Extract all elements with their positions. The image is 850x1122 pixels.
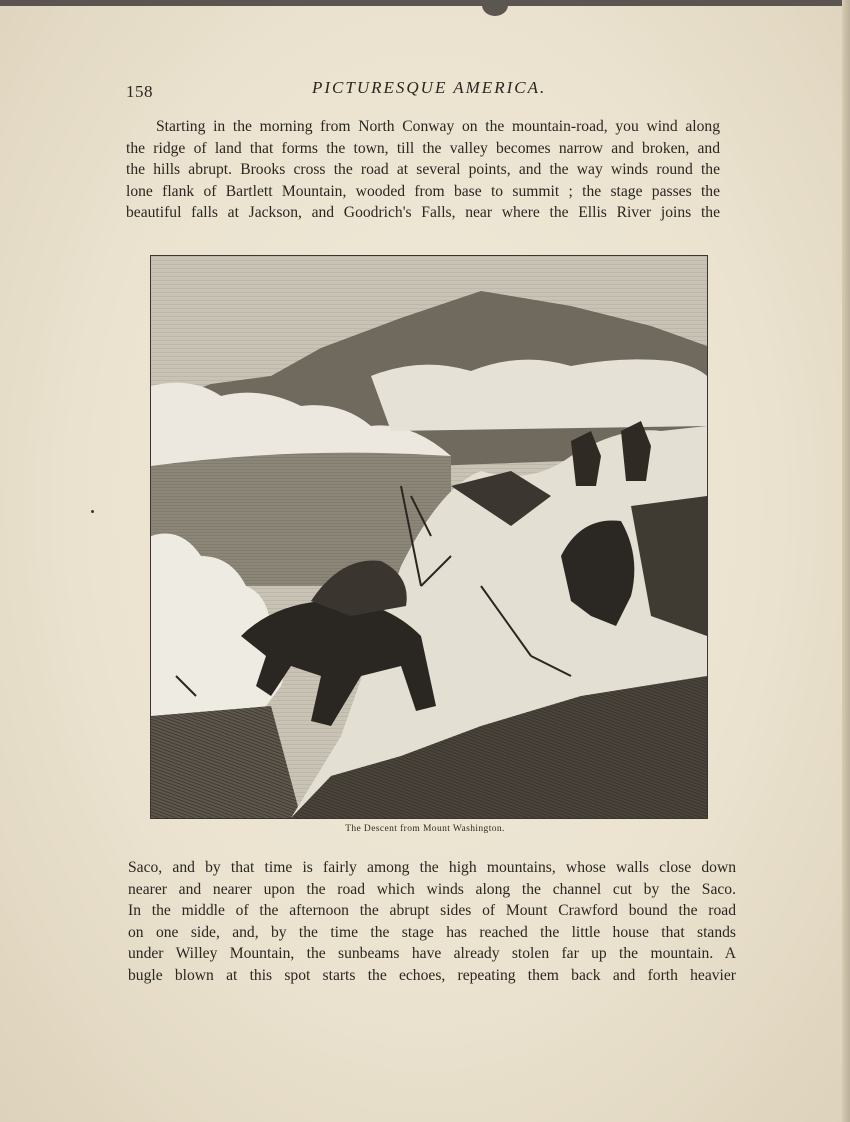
text-line: bugle blown at this spot starts the echoes, repeating them back and forth heavier xyxy=(128,966,736,984)
page-top-edge xyxy=(0,0,850,6)
text-line: the hills abrupt. Brooks cross the road at several points, and the way winds round the xyxy=(126,161,720,178)
text-line: In the middle of the afternoon the abrupt sides of Mount Crawford bound the road xyxy=(128,902,736,919)
text-line: the ridge of land that forms the town, till the valley becomes narrow and broken, and xyxy=(126,139,720,157)
text-line: under Willey Mountain, the sunbeams have already stolen far up the mountain. A xyxy=(128,945,736,962)
page-number: 158 xyxy=(126,82,153,101)
text-line: Saco, and by that time is fairly among the high mountains, whose walls close down xyxy=(128,859,736,876)
paragraph-top xyxy=(126,116,720,224)
paragraph-bottom xyxy=(128,857,736,986)
text-line: lone flank of Bartlett Mountain, wooded from base to summit ; the stage passes the xyxy=(126,182,720,200)
page-right-edge xyxy=(842,0,850,1122)
text-line: beautiful falls at Jackson, and Goodrich's Falls, near where the Ellis River joins the xyxy=(126,204,720,221)
text-line: nearer and nearer upon the road which winds along the channel cut by the Saco. xyxy=(128,880,736,898)
text-line: Starting in the morning from North Conway on the mountain-road, you wind along xyxy=(156,118,720,135)
running-head: PICTURESQUE AMERICA. xyxy=(312,78,547,97)
engraving-illustration xyxy=(150,255,708,819)
text-line: on one side, and, by the time the stage has reached the little house that stands xyxy=(128,923,736,941)
engraving-image xyxy=(151,256,707,818)
figure-caption: The Descent from Mount Washington. xyxy=(345,824,505,834)
ink-speck xyxy=(91,510,94,513)
